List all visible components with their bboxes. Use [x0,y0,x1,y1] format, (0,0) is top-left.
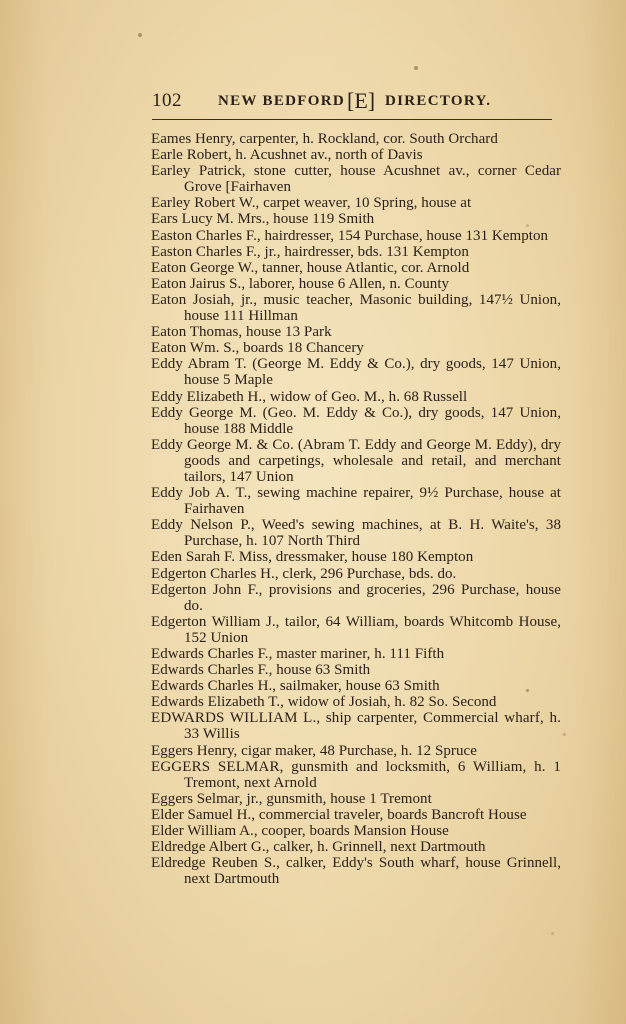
directory-entry: Eames Henry, carpenter, h. Rockland, cor. South Orchard [151,131,498,147]
running-head-title-suffix: DIRECTORY. [385,93,492,109]
foxing-spot [414,66,418,70]
directory-entry: Eddy George M. (Geo. M. Eddy & Co.), dry goods, 147 Union, house 188 Middle [151,404,561,437]
directory-entry: Edwards Charles F., master mariner, h. 111 Fifth [151,646,445,662]
directory-entry: Eddy George M. & Co. (Abram T. Eddy and George M. Eddy), dry goods and carpetings, wholesale and retail, and merchant tailors, 147 Union [151,436,561,485]
directory-entry: Edwards Charles H., sailmaker, house 63 Smith [151,678,440,695]
directory-entry: Eldredge Reuben S., calker, Eddy's South wharf, house Grinnell, next Dartmouth [151,855,561,888]
directory-entry: Easton Charles F., hairdresser, 154 Purchase, house 131 Kempton [151,227,549,244]
directory-entry: Eddy Elizabeth H., widow of Geo. M., h. 68 Russell [151,388,468,405]
section-letter: [E] [347,88,376,113]
directory-entry: Eaton Wm. S., boards 18 Chancery [151,340,364,357]
header-rule [152,119,552,120]
directory-entry: Eaton Jairus S., laborer, house 6 Allen, n. County [151,275,450,292]
directory-entry: Eaton Josiah, jr., music teacher, Masonic building, 147½ Union, house 111 Hillman [151,291,561,325]
running-head-title: NEW BEDFORD [218,93,345,109]
foxing-spot [138,33,142,37]
directory-entry: Elder William A., cooper, boards Mansion House [151,823,449,840]
directory-entry: Eaton Thomas, house 13 Park [151,324,332,341]
directory-entry: Earley Robert W., carpet weaver, 10 Spring, house at [151,195,472,212]
directory-entry: Edgerton John F., provisions and groceries, 296 Purchase, house do. [151,581,561,614]
directory-entries [151,131,561,887]
directory-entry: Eggers Henry, cigar maker, 48 Purchase, h. 12 Spruce [151,742,477,759]
directory-entry: Edgerton William J., tailor, 64 William, boards Whitcomb House, 152 Union [151,613,561,646]
foxing-spot [551,932,554,935]
directory-entry: Elder Samuel H., commercial traveler, boards Bancroft House [151,806,527,823]
directory-entry: Eaton George W., tanner, house Atlantic, cor. Arnold [151,259,470,276]
directory-entry: Eden Sarah F. Miss, dressmaker, house 180 Kempton [151,549,474,566]
directory-entry: Eggers Selmar, jr., gunsmith, house 1 Tremont [151,790,432,807]
directory-entry: Ears Lucy M. Mrs., house 119 Smith [151,211,375,228]
directory-entry: Earley Patrick, stone cutter, house Acushnet av., corner Cedar Grove [Fairhaven [151,163,561,196]
directory-entry: Edwards Elizabeth T., widow of Josiah, h. 82 So. Second [151,694,497,711]
directory-entry: EDWARDS WILLIAM L., ship carpenter, Commercial wharf, h. 33 Willis [151,710,561,743]
directory-entry: Edgerton Charles H., clerk, 296 Purchase, bds. do. [151,565,457,582]
directory-entry: EGGERS SELMAR, gunsmith and locksmith, 6 William, h. 1 Tremont, next Arnold [151,758,561,791]
directory-entry: Earle Robert, h. Acushnet av., north of Davis [151,147,423,164]
directory-entry: Edwards Charles F., house 63 Smith [151,662,371,679]
foxing-spot [563,733,566,736]
page-number: 102 [152,90,182,111]
running-head [152,90,552,114]
directory-entry: Easton Charles F., jr., hairdresser, bds. 131 Kempton [151,243,469,260]
directory-entry: Eddy Nelson P., Weed's sewing machines, at B. H. Waite's, 38 Purchase, h. 107 North Third [151,517,561,550]
directory-entry: Eldredge Albert G., calker, h. Grinnell, next Dartmouth [151,839,486,856]
directory-entry: Eddy Job A. T., sewing machine repairer, 9½ Purchase, house at Fairhaven [151,485,561,518]
directory-entry: Eddy Abram T. (George M. Eddy & Co.), dry goods, 147 Union, house 5 Maple [151,356,561,389]
